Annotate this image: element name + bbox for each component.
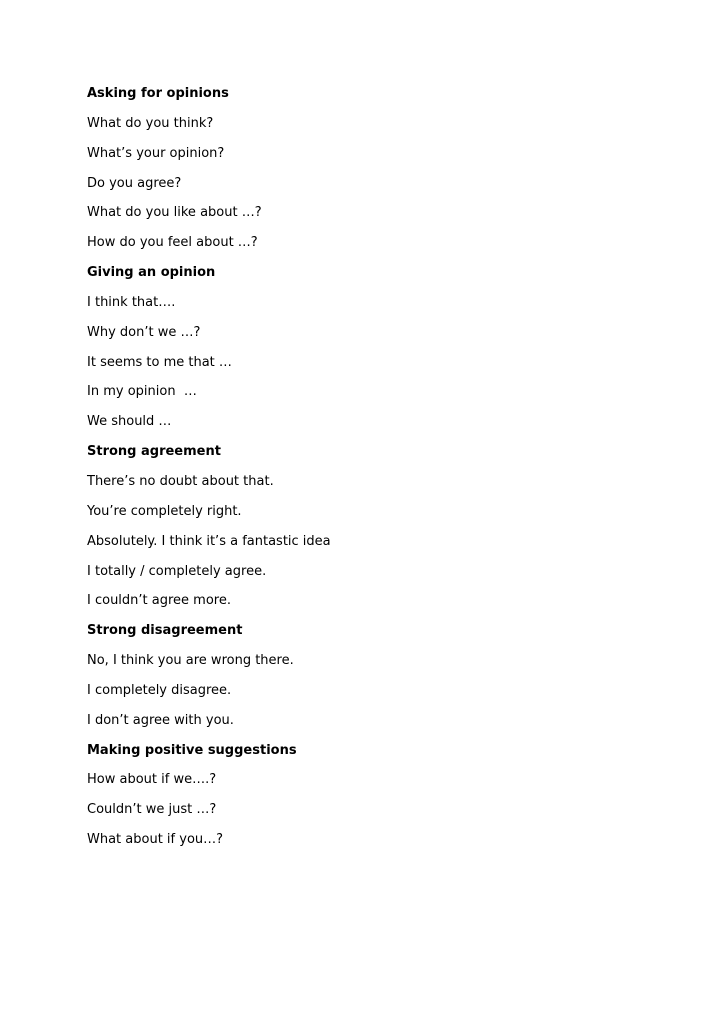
document-page bbox=[87, 85, 667, 861]
section-heading-strong-disagreement: Strong disagreement bbox=[87, 623, 243, 639]
phrase-line: What’s your opinion? bbox=[87, 145, 225, 161]
phrase-line: We should … bbox=[87, 414, 172, 430]
phrase-line: Why don’t we …? bbox=[87, 324, 201, 340]
phrase-line: There’s no doubt about that. bbox=[87, 473, 274, 489]
phrase-line: You’re completely right. bbox=[87, 503, 242, 519]
section-heading-making-positive-suggestions: Making positive suggestions bbox=[87, 742, 297, 758]
phrase-line: I don’t agree with you. bbox=[87, 712, 234, 728]
phrase-line: I completely disagree. bbox=[87, 682, 232, 698]
phrase-line: Couldn’t we just …? bbox=[87, 802, 217, 818]
phrase-line: It seems to me that … bbox=[87, 354, 232, 370]
phrase-line: How do you feel about …? bbox=[87, 235, 258, 251]
section-heading-strong-agreement: Strong agreement bbox=[87, 444, 221, 460]
phrase-line: I totally / completely agree. bbox=[87, 563, 267, 579]
section-heading-asking-for-opinions: Asking for opinions bbox=[87, 86, 229, 101]
phrase-line: How about if we….? bbox=[87, 772, 217, 788]
phrase-line: Do you agree? bbox=[87, 175, 182, 191]
section-heading-giving-an-opinion: Giving an opinion bbox=[87, 265, 216, 281]
phrase-line: Absolutely. I think it’s a fantastic idea bbox=[87, 533, 331, 549]
phrase-line: I couldn’t agree more. bbox=[87, 593, 231, 609]
phrase-line: What do you think? bbox=[87, 115, 214, 131]
phrase-line: What do you like about …? bbox=[87, 205, 262, 221]
phrase-line: In my opinion … bbox=[87, 384, 197, 400]
phrase-line: No, I think you are wrong there. bbox=[87, 653, 294, 669]
phrase-line: I think that…. bbox=[87, 294, 176, 310]
phrase-line: What about if you…? bbox=[87, 832, 224, 848]
